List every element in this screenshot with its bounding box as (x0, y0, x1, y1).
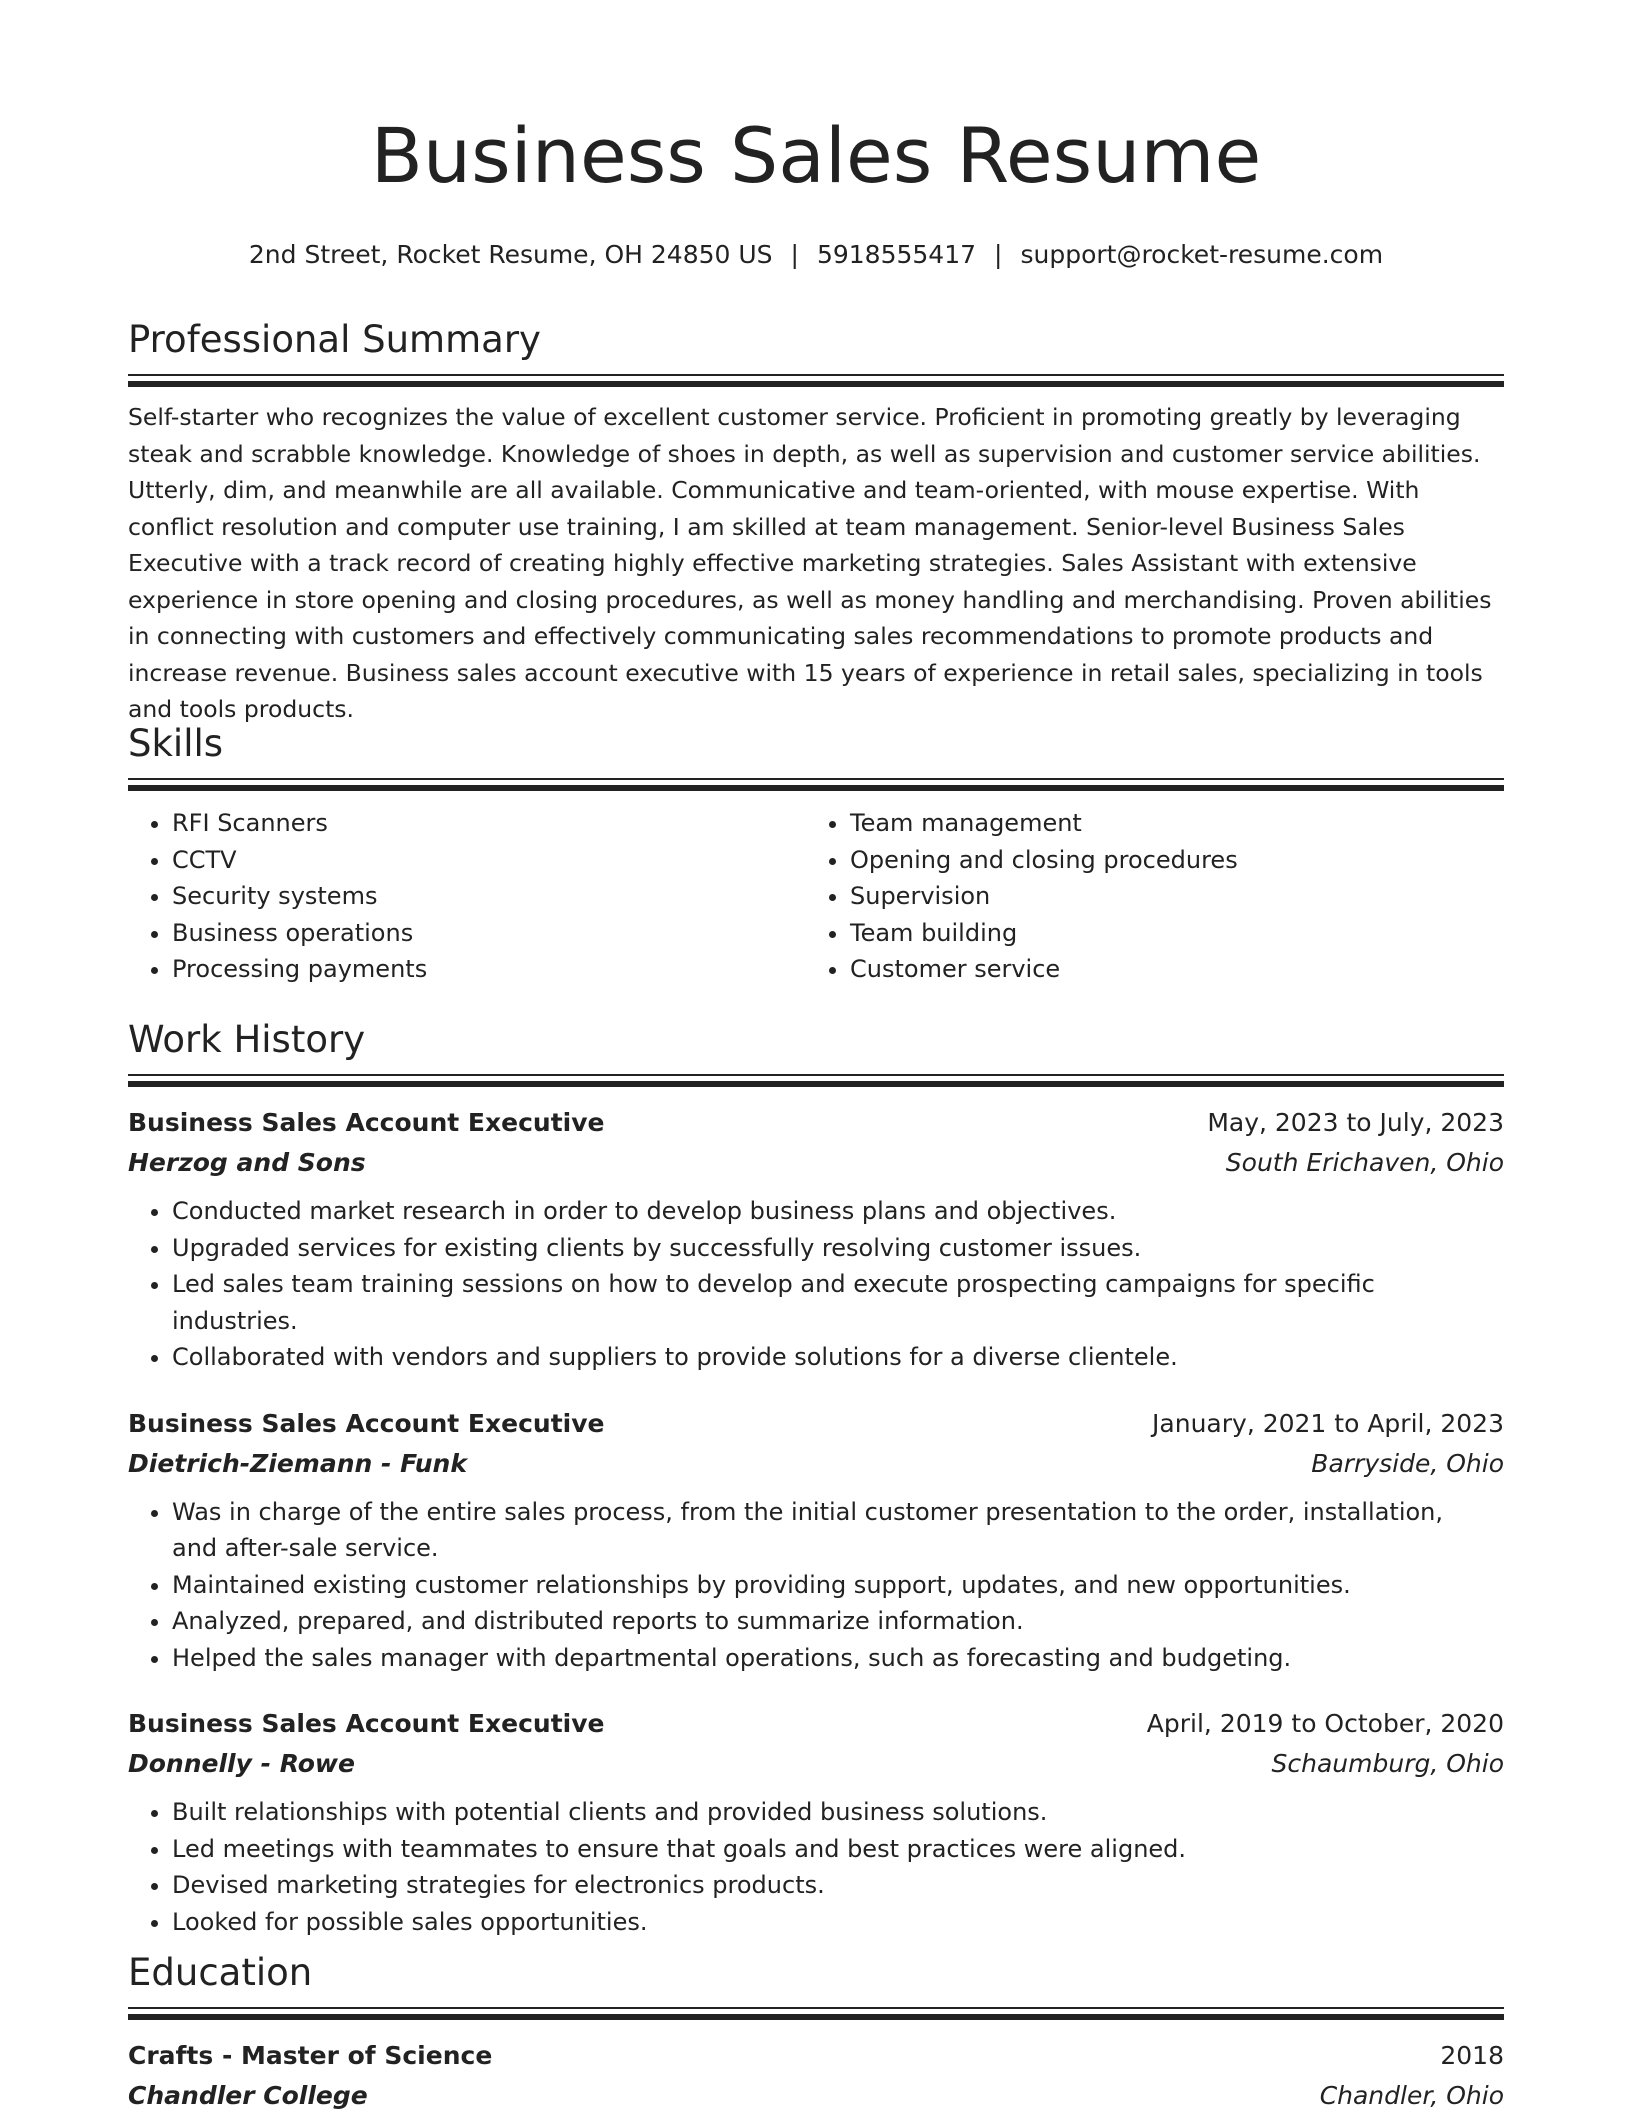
education-entry (128, 2036, 1504, 2116)
contact-address: 2nd Street, Rocket Resume, OH 24850 US (248, 240, 773, 269)
skill-item: • Team building (850, 915, 1484, 952)
job-bullet: • Built relationships with potential clients and provided business solutions. (172, 1794, 1504, 1831)
job-entry (128, 1103, 1504, 1376)
contact-line (128, 240, 1504, 270)
skill-item: • Opening and closing procedures (850, 842, 1484, 879)
summary-section (128, 318, 1504, 728)
job-entry (128, 1704, 1504, 1940)
education-location: Chandler, Ohio (1319, 2081, 1504, 2111)
section-divider (128, 374, 1504, 387)
job-title: Business Sales Account Executive (128, 1108, 605, 1138)
skill-item: • Processing payments (172, 951, 806, 988)
job-bullet: • Devised marketing strategies for electronics products. (172, 1867, 1504, 1904)
job-bullet: • Led sales team training sessions on how to develop and execute prospecting campaigns for specific industries. (172, 1266, 1504, 1339)
skills-section (128, 722, 1504, 988)
job-dates: May, 2023 to July, 2023 (1207, 1108, 1504, 1138)
education-school: Chandler College (128, 2081, 368, 2111)
education-section (128, 1951, 1504, 2116)
job-bullet: • Upgraded services for existing clients by successfully resolving customer issues. (172, 1230, 1504, 1267)
section-divider (128, 1074, 1504, 1087)
job-bullets (128, 1193, 1504, 1376)
contact-separator: | (790, 240, 799, 269)
section-divider (128, 778, 1504, 791)
skills-columns (128, 805, 1504, 988)
job-title: Business Sales Account Executive (128, 1408, 605, 1438)
skill-item: • Security systems (172, 878, 806, 915)
job-bullet: • Was in charge of the entire sales process, from the initial customer presentation to the order, installation, and after-sale service. (172, 1494, 1504, 1567)
job-location: Barryside, Ohio (1311, 1448, 1504, 1478)
work-history-heading: Work History (128, 1018, 366, 1061)
resume-name: Business Sales Resume (370, 111, 1262, 200)
contact-email: support@rocket-resume.com (1020, 240, 1384, 269)
job-company: Donnelly - Rowe (128, 1749, 355, 1779)
job-company: Herzog and Sons (128, 1148, 366, 1178)
skill-item: • Business operations (172, 915, 806, 952)
job-bullet: • Maintained existing customer relationships by providing support, updates, and new opportunities. (172, 1567, 1504, 1604)
education-heading: Education (128, 1951, 313, 1994)
section-divider (128, 2007, 1504, 2020)
job-entry (128, 1404, 1504, 1677)
job-title: Business Sales Account Executive (128, 1709, 605, 1739)
job-location: South Erichaven, Ohio (1225, 1148, 1504, 1178)
job-bullet: • Led meetings with teammates to ensure that goals and best practices were aligned. (172, 1831, 1504, 1868)
work-history-section (128, 1018, 1504, 1940)
job-bullet: • Conducted market research in order to develop business plans and objectives. (172, 1193, 1504, 1230)
skill-item: • CCTV (172, 842, 806, 879)
summary-text: Self-starter who recognizes the value of excellent customer service. Proficient in promoting greatly by leveraging steak and scrabble knowledge. Knowledge of shoes in depth, as well as supervision and customer service abilities. Utterly, dim, and meanwhile are all available. Communicative and team-oriented, with mouse expertise. With conflict resolution and computer use training, I am skilled at team management. Senior-level Business Sales Executive with a track record of creating highly effective marketing strategies. Sales Assistant with extensive experience in store opening and closing procedures, as well as money handling and merchandising. Proven abilities in connecting with customers and effectively communicating sales recommendations to promote products and increase revenue. Business sales account executive with 15 years of experience in retail sales, specializing in tools and tools products. (128, 403, 1492, 724)
skill-item: • Customer service (850, 951, 1484, 988)
job-location: Schaumburg, Ohio (1271, 1749, 1504, 1779)
job-bullet: • Helped the sales manager with departmental operations, such as forecasting and budgeting. (172, 1640, 1504, 1677)
education-degree: Crafts - Master of Science (128, 2041, 493, 2071)
job-bullets (128, 1794, 1504, 1940)
skills-list-right (806, 805, 1484, 988)
skill-item: • Team management (850, 805, 1484, 842)
skills-heading: Skills (128, 722, 224, 765)
job-dates: April, 2019 to October, 2020 (1146, 1709, 1504, 1739)
job-dates: January, 2021 to April, 2023 (1152, 1408, 1504, 1438)
education-year: 2018 (1440, 2041, 1504, 2071)
contact-phone: 5918555417 (816, 240, 977, 269)
contact-separator: | (994, 240, 1003, 269)
summary-heading: Professional Summary (128, 318, 541, 361)
job-bullets (128, 1494, 1504, 1677)
job-bullet: • Looked for possible sales opportunities. (172, 1904, 1504, 1941)
skill-item: • Supervision (850, 878, 1484, 915)
skills-list-left (128, 805, 806, 988)
job-company: Dietrich-Ziemann - Funk (128, 1448, 467, 1478)
skill-item: • RFI Scanners (172, 805, 806, 842)
job-bullet: • Collaborated with vendors and suppliers to provide solutions for a diverse clientele. (172, 1339, 1504, 1376)
job-bullet: • Analyzed, prepared, and distributed reports to summarize information. (172, 1603, 1504, 1640)
